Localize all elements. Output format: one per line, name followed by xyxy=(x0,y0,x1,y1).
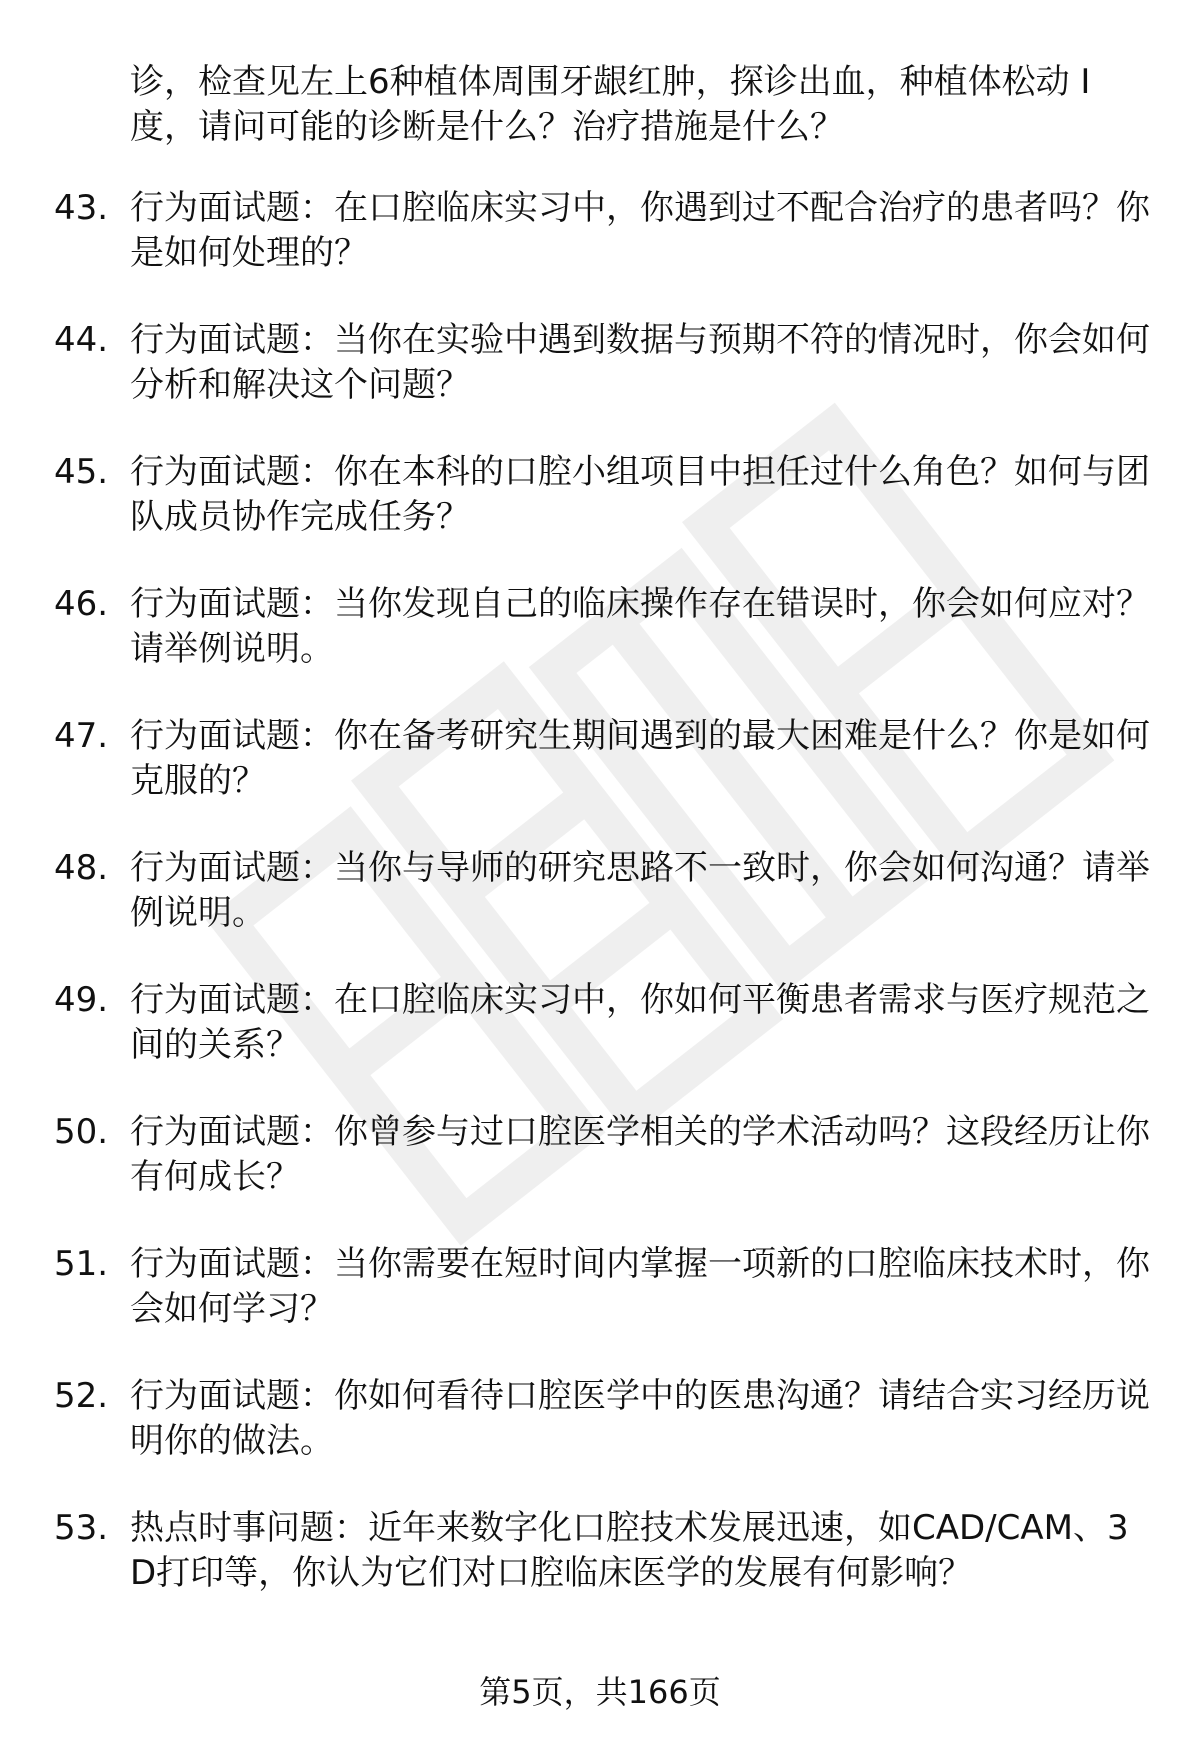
list-item xyxy=(54,60,1154,150)
list-item xyxy=(54,1242,1154,1332)
list-item xyxy=(54,1110,1154,1200)
list-item xyxy=(54,582,1154,672)
question-number: 44. xyxy=(54,320,109,360)
question-number: 46. xyxy=(54,584,109,624)
question-text: 热点时事问题：近年来数字化口腔技术发展迅速，如CAD/CAM、3D打印等，你认为它们对口腔临床医学的发展有何影响？ xyxy=(130,1508,1129,1593)
question-number: 51. xyxy=(54,1244,109,1284)
question-text: 行为面试题：当你与导师的研究思路不一致时，你会如何沟通？请举例说明。 xyxy=(130,848,1150,933)
list-item xyxy=(54,186,1154,276)
question-number: 52. xyxy=(54,1376,109,1416)
list-item xyxy=(54,450,1154,540)
question-text: 诊，检查见左上6种植体周围牙龈红肿，探诊出血，种植体松动 I 度，请问可能的诊断是什么？治疗措施是什么？ xyxy=(130,62,1091,147)
question-number: 43. xyxy=(54,188,109,228)
question-number: 48. xyxy=(54,848,109,888)
list-item xyxy=(54,1374,1154,1464)
question-number: 50. xyxy=(54,1112,109,1152)
list-item xyxy=(54,846,1154,936)
question-text: 行为面试题：当你发现自己的临床操作存在错误时，你会如何应对？请举例说明。 xyxy=(130,584,1150,669)
question-text: 行为面试题：你曾参与过口腔医学相关的学术活动吗？这段经历让你有何成长？ xyxy=(130,1112,1150,1197)
question-number: 53. xyxy=(54,1508,109,1548)
question-text: 行为面试题：你在本科的口腔小组项目中担任过什么角色？如何与团队成员协作完成任务？ xyxy=(130,452,1150,537)
question-number: 49. xyxy=(54,980,109,1020)
page-number-footer: 第5页，共166页 xyxy=(479,1673,721,1711)
question-number: 45. xyxy=(54,452,109,492)
list-item xyxy=(54,1506,1154,1596)
question-text: 行为面试题：你在备考研究生期间遇到的最大困难是什么？你是如何克服的？ xyxy=(130,716,1150,801)
question-text: 行为面试题：当你需要在短时间内掌握一项新的口腔临床技术时，你会如何学习？ xyxy=(130,1244,1150,1329)
question-text: 行为面试题：你如何看待口腔医学中的医患沟通？请结合实习经历说明你的做法。 xyxy=(130,1376,1150,1461)
question-number: 47. xyxy=(54,716,109,756)
question-text: 行为面试题：在口腔临床实习中，你如何平衡患者需求与医疗规范之间的关系？ xyxy=(130,980,1150,1065)
list-item xyxy=(54,978,1154,1068)
question-text: 行为面试题：当你在实验中遇到数据与预期不符的情况时，你会如何分析和解决这个问题？ xyxy=(130,320,1150,405)
list-item xyxy=(54,318,1154,408)
list-item xyxy=(54,714,1154,804)
question-text: 行为面试题：在口腔临床实习中，你遇到过不配合治疗的患者吗？你是如何处理的？ xyxy=(130,188,1150,273)
question-list xyxy=(54,60,1154,1638)
